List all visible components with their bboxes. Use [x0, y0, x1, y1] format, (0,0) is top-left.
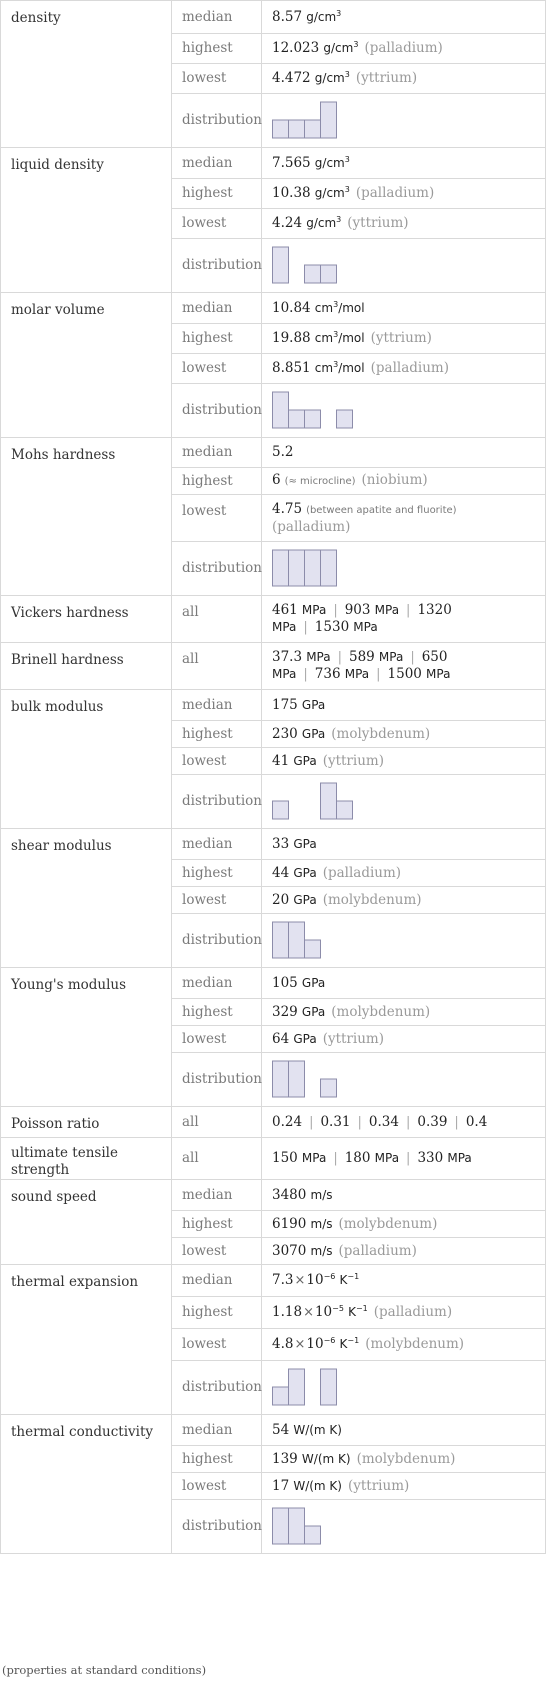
- highest-label: highest: [172, 1446, 262, 1473]
- property-name: liquid density: [1, 148, 172, 293]
- distribution-histogram: [272, 781, 392, 823]
- histogram-bar: [321, 102, 337, 138]
- all-values: 37.3 MPa | 589 MPa | 650 MPa | 736 MPa | 1500 MPa: [262, 643, 546, 690]
- all-label: all: [172, 1107, 262, 1138]
- property-name: molar volume: [1, 293, 172, 438]
- highest-label: highest: [172, 468, 262, 495]
- lowest-value: 8.851 $cm^3$/mol (palladium): [262, 354, 546, 384]
- histogram-bar: [321, 265, 337, 283]
- histogram-bar: [273, 550, 289, 586]
- histogram-bar: [305, 265, 321, 283]
- distribution-cell: [262, 1500, 546, 1554]
- all-values: 150 MPa | 180 MPa | 330 MPa: [262, 1138, 546, 1180]
- lowest-label: lowest: [172, 354, 262, 384]
- highest-value: 10.38 $g/cm^3$ (palladium): [262, 179, 546, 209]
- distribution-cell: [262, 384, 546, 438]
- distribution-label: distribution: [172, 775, 262, 829]
- histogram-bar: [289, 1369, 305, 1405]
- histogram-bar: [289, 1508, 305, 1544]
- highest-value: 139 W/(m K) (molybdenum): [262, 1446, 546, 1473]
- table-row: [1, 1138, 546, 1180]
- median-value: 5.2: [262, 438, 546, 468]
- table-row: [1, 829, 546, 860]
- distribution-histogram: [272, 920, 392, 962]
- histogram-bar: [289, 1061, 305, 1097]
- histogram-bar: [289, 922, 305, 958]
- median-label: median: [172, 1, 262, 34]
- property-name: density: [1, 1, 172, 148]
- property-name: Vickers hardness: [1, 596, 172, 643]
- distribution-cell: [262, 239, 546, 293]
- property-name: thermal expansion: [1, 1265, 172, 1415]
- median-label: median: [172, 1265, 262, 1297]
- histogram-bar: [273, 392, 289, 428]
- histogram-bar: [321, 783, 337, 819]
- distribution-label: distribution: [172, 1053, 262, 1107]
- histogram-bar: [337, 410, 353, 428]
- property-name: Brinell hardness: [1, 643, 172, 690]
- property-name: ultimate tensile strength: [1, 1138, 172, 1180]
- property-name: sound speed: [1, 1180, 172, 1265]
- histogram-bar: [273, 1508, 289, 1544]
- distribution-histogram: [272, 548, 392, 590]
- distribution-cell: [262, 914, 546, 968]
- table-row: [1, 148, 546, 179]
- median-label: median: [172, 1415, 262, 1446]
- histogram-bar: [289, 410, 305, 428]
- property-name: thermal conductivity: [1, 1415, 172, 1554]
- distribution-label: distribution: [172, 914, 262, 968]
- distribution-cell: [262, 775, 546, 829]
- table-row: [1, 1265, 546, 1297]
- property-name: bulk modulus: [1, 690, 172, 829]
- highest-value: 230 GPa (molybdenum): [262, 721, 546, 748]
- table-row: [1, 1415, 546, 1446]
- histogram-bar: [305, 550, 321, 586]
- lowest-label: lowest: [172, 887, 262, 914]
- lowest-value: 41 GPa (yttrium): [262, 748, 546, 775]
- lowest-label: lowest: [172, 1473, 262, 1500]
- highest-label: highest: [172, 860, 262, 887]
- highest-value: 44 GPa (palladium): [262, 860, 546, 887]
- median-value: $7.3\times 10^{-6}$ $K^{-1}$: [262, 1265, 546, 1297]
- distribution-histogram: [272, 1506, 392, 1548]
- highest-label: highest: [172, 721, 262, 748]
- table-row: [1, 643, 546, 690]
- distribution-label: distribution: [172, 94, 262, 148]
- property-name: Poisson ratio: [1, 1107, 172, 1138]
- property-name: Mohs hardness: [1, 438, 172, 596]
- distribution-histogram: [272, 245, 392, 287]
- highest-value: 19.88 $cm^3$/mol (yttrium): [262, 324, 546, 354]
- median-value: 54 W/(m K): [262, 1415, 546, 1446]
- lowest-label: lowest: [172, 1238, 262, 1265]
- distribution-label: distribution: [172, 384, 262, 438]
- histogram-bar: [305, 120, 321, 138]
- properties-body: [1, 1, 546, 1554]
- distribution-histogram: [272, 390, 392, 432]
- histogram-bar: [321, 550, 337, 586]
- distribution-cell: [262, 1053, 546, 1107]
- median-label: median: [172, 1180, 262, 1211]
- highest-label: highest: [172, 34, 262, 64]
- median-value: 3480 m/s: [262, 1180, 546, 1211]
- distribution-label: distribution: [172, 1500, 262, 1554]
- median-value: 7.565 $g/cm^3$: [262, 148, 546, 179]
- table-row: [1, 690, 546, 721]
- histogram-bar: [273, 922, 289, 958]
- property-name: Young's modulus: [1, 968, 172, 1107]
- highest-value: 329 GPa (molybdenum): [262, 999, 546, 1026]
- lowest-value: 4.24 $g/cm^3$ (yttrium): [262, 209, 546, 239]
- histogram-bar: [289, 550, 305, 586]
- lowest-value: 4.75 (between apatite and fluorite) (palladium): [262, 495, 546, 542]
- lowest-value: 20 GPa (molybdenum): [262, 887, 546, 914]
- histogram-bar: [273, 801, 289, 819]
- lowest-label: lowest: [172, 64, 262, 94]
- property-name: shear modulus: [1, 829, 172, 968]
- lowest-value: 17 W/(m K) (yttrium): [262, 1473, 546, 1500]
- all-values: 0.24 | 0.31 | 0.34 | 0.39 | 0.4: [262, 1107, 546, 1138]
- histogram-bar: [321, 1079, 337, 1097]
- all-label: all: [172, 643, 262, 690]
- highest-value: 6 (≈ microcline) (niobium): [262, 468, 546, 495]
- distribution-cell: [262, 94, 546, 148]
- median-label: median: [172, 438, 262, 468]
- histogram-bar: [321, 1369, 337, 1405]
- all-label: all: [172, 1138, 262, 1180]
- histogram-bar: [273, 120, 289, 138]
- distribution-label: distribution: [172, 542, 262, 596]
- lowest-label: lowest: [172, 1026, 262, 1053]
- median-label: median: [172, 968, 262, 999]
- histogram-bar: [305, 410, 321, 428]
- median-label: median: [172, 148, 262, 179]
- highest-label: highest: [172, 324, 262, 354]
- highest-label: highest: [172, 1297, 262, 1329]
- median-value: 33 GPa: [262, 829, 546, 860]
- distribution-label: distribution: [172, 1361, 262, 1415]
- footer-note: (properties at standard conditions): [2, 1663, 207, 1677]
- table-row: [1, 968, 546, 999]
- median-label: median: [172, 829, 262, 860]
- highest-value: 12.023 $g/cm^3$ (palladium): [262, 34, 546, 64]
- median-value: 175 GPa: [262, 690, 546, 721]
- distribution-histogram: [272, 100, 392, 142]
- lowest-value: 64 GPa (yttrium): [262, 1026, 546, 1053]
- highest-label: highest: [172, 999, 262, 1026]
- distribution-cell: [262, 542, 546, 596]
- median-label: median: [172, 293, 262, 324]
- table-row: [1, 438, 546, 468]
- highest-label: highest: [172, 1211, 262, 1238]
- median-value: 10.84 $cm^3$/mol: [262, 293, 546, 324]
- distribution-cell: [262, 1361, 546, 1415]
- lowest-label: lowest: [172, 748, 262, 775]
- histogram-bar: [273, 1061, 289, 1097]
- all-label: all: [172, 596, 262, 643]
- distribution-histogram: [272, 1059, 392, 1101]
- histogram-bar: [305, 940, 321, 958]
- lowest-label: lowest: [172, 1329, 262, 1361]
- table-row: [1, 1, 546, 34]
- lowest-label: lowest: [172, 209, 262, 239]
- highest-value: $1.18\times 10^{-5}$ $K^{-1}$ (palladium): [262, 1297, 546, 1329]
- lowest-value: $4.8\times 10^{-6}$ $K^{-1}$ (molybdenum): [262, 1329, 546, 1361]
- highest-value: 6190 m/s (molybdenum): [262, 1211, 546, 1238]
- median-value: 8.57 $g/cm^3$: [262, 1, 546, 34]
- all-values: 461 MPa | 903 MPa | 1320 MPa | 1530 MPa: [262, 596, 546, 643]
- table-row: [1, 596, 546, 643]
- lowest-value: 4.472 $g/cm^3$ (yttrium): [262, 64, 546, 94]
- lowest-label: lowest: [172, 495, 262, 542]
- distribution-histogram: [272, 1367, 392, 1409]
- highest-label: highest: [172, 179, 262, 209]
- lowest-value: 3070 m/s (palladium): [262, 1238, 546, 1265]
- histogram-bar: [289, 120, 305, 138]
- distribution-label: distribution: [172, 239, 262, 293]
- median-label: median: [172, 690, 262, 721]
- histogram-bar: [273, 247, 289, 283]
- histogram-bar: [337, 801, 353, 819]
- table-row: [1, 293, 546, 324]
- table-row: [1, 1180, 546, 1211]
- histogram-bar: [305, 1526, 321, 1544]
- median-value: 105 GPa: [262, 968, 546, 999]
- histogram-bar: [273, 1387, 289, 1405]
- table-row: [1, 1107, 546, 1138]
